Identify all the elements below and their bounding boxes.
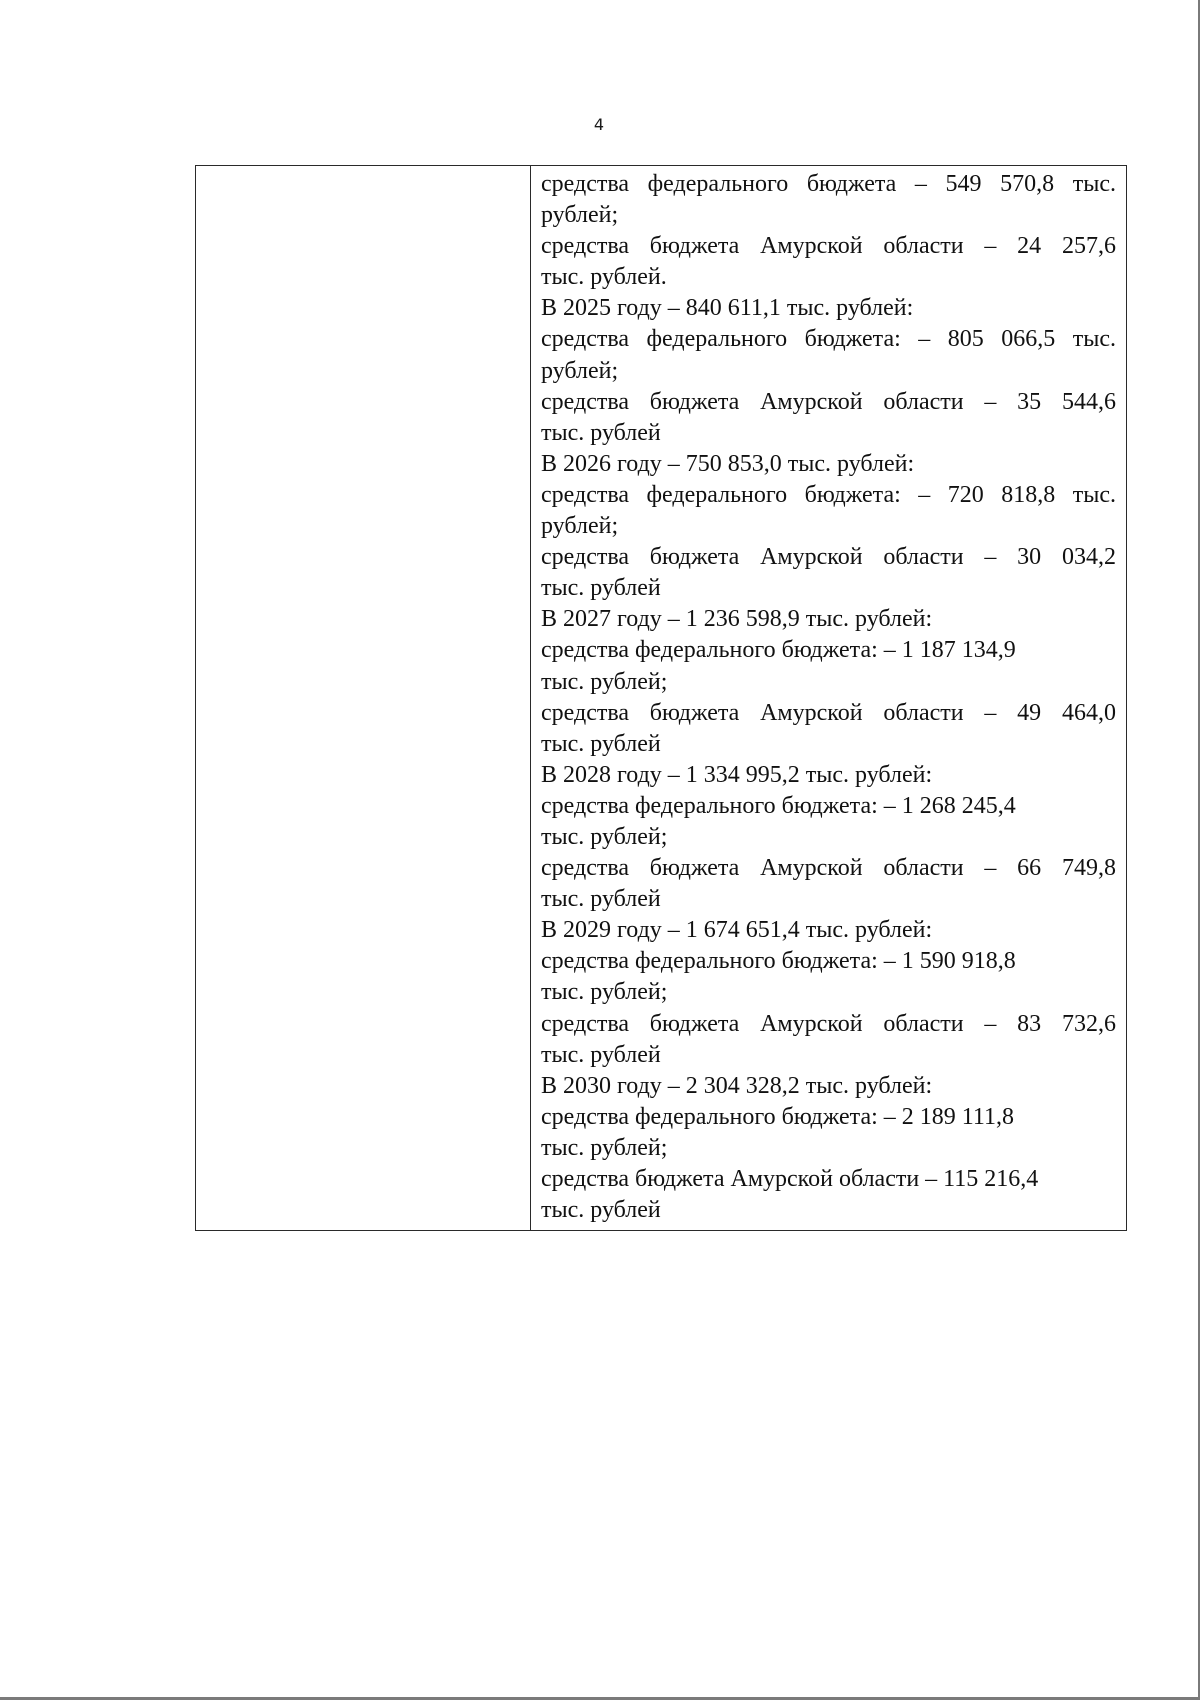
text-line: тыс. рублей;	[541, 1134, 668, 1161]
text-line: средства федерального бюджета: – 1 187 134,9	[541, 637, 1016, 664]
text-line: В 2027 году – 1 236 598,9 тыс. рублей:	[541, 606, 933, 633]
text-line: В 2028 году – 1 334 995,2 тыс. рублей:	[541, 761, 933, 788]
text-line: тыс. рублей	[541, 1041, 661, 1068]
text-line: средства федерального бюджета – 549 570,8 тыс.	[541, 171, 1116, 197]
text-line: средства бюджета Амурской области – 30 034,2	[541, 544, 1116, 571]
text-line: рублей;	[541, 513, 619, 540]
table-row	[196, 166, 1127, 1231]
text-line: тыс. рублей	[541, 886, 661, 913]
text-line: средства федерального бюджета: – 2 189 111,8	[541, 1103, 1015, 1130]
text-line: средства федерального бюджета: – 1 268 245,4	[541, 792, 1016, 819]
text-line: В 2026 году – 750 853,0 тыс. рублей:	[541, 450, 915, 477]
text-line: рублей;	[541, 357, 619, 384]
text-line: В 2030 году – 2 304 328,2 тыс. рублей:	[541, 1072, 933, 1099]
text-line: средства бюджета Амурской области – 49 464,0	[541, 699, 1116, 726]
text-line: тыс. рублей	[541, 1197, 661, 1224]
text-line: средства бюджета Амурской области – 66 749,8	[541, 855, 1116, 882]
table-cell-right	[531, 166, 1127, 1231]
text-line: средства федерального бюджета: – 720 818,8 тыс.	[541, 481, 1116, 508]
text-line: В 2025 году – 840 611,1 тыс. рублей:	[541, 295, 914, 322]
text-line: тыс. рублей;	[541, 668, 668, 695]
text-line: тыс. рублей;	[541, 823, 668, 850]
text-line: средства бюджета Амурской области – 115 216,4	[541, 1166, 1039, 1192]
text-line: средства федерального бюджета: – 1 590 918,8	[541, 948, 1016, 975]
text-line: рублей;	[541, 202, 619, 229]
text-line: тыс. рублей	[541, 730, 661, 757]
text-line: тыс. рублей;	[541, 979, 668, 1006]
funding-table	[195, 165, 1127, 1231]
text-line: В 2029 году – 1 674 651,4 тыс. рублей:	[541, 917, 933, 944]
page-number: 4	[593, 115, 605, 134]
text-line: средства бюджета Амурской области – 83 732,6	[541, 1010, 1116, 1037]
funding-text	[541, 169, 1116, 1226]
text-line: тыс. рублей	[541, 419, 661, 446]
text-line: тыс. рублей.	[541, 264, 667, 291]
table-cell-left	[196, 166, 531, 1231]
text-line: средства бюджета Амурской области – 24 257,6	[541, 233, 1116, 260]
text-line: средства федерального бюджета: – 805 066,5 тыс.	[541, 326, 1116, 353]
text-line: тыс. рублей	[541, 575, 661, 602]
text-line: средства бюджета Амурской области – 35 544,6	[541, 388, 1116, 415]
